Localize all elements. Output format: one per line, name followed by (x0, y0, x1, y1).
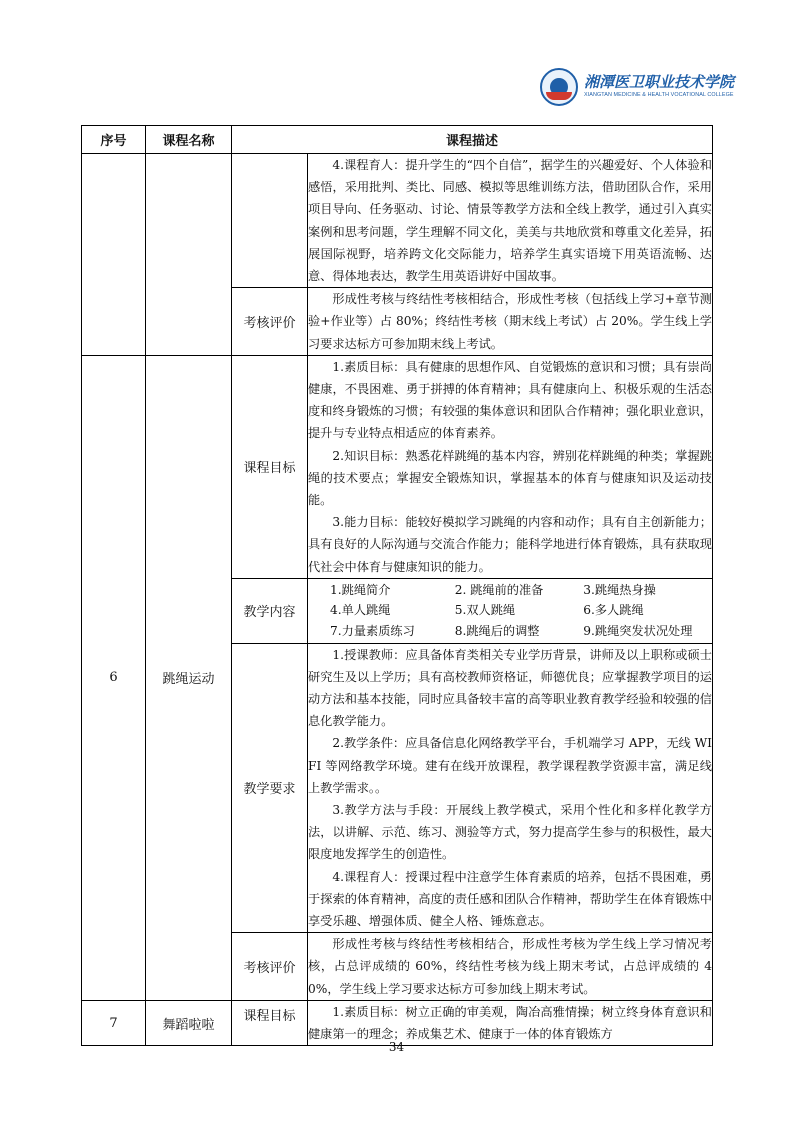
content-item: 4.单人跳绳 (330, 603, 391, 618)
content-item: 2. 跳绳前的准备 (454, 582, 544, 597)
course-no-cell: 7 (82, 1000, 146, 1045)
header-desc: 课程描述 (232, 126, 713, 154)
content-item: 1.跳绳简介 (330, 582, 391, 597)
paragraph: 1.素质目标：树立正确的审美观，陶冶高雅情操；树立终身体育意识和健康第一的理念；养成集艺术、健康于一体的体育锻炼方 (308, 1004, 712, 1042)
paragraph: 4.课程育人：授课过程中注意学生体育素质的培养，包括不畏困难，勇于探索的体育精神，高度的责任感和团队合作精神，帮助学生在体育锻炼中享受乐趣、增强体质、健全人格、锤炼意志。 (308, 869, 712, 929)
table-row (82, 154, 713, 288)
course-name-cell (146, 154, 232, 356)
section-desc-goals (308, 1000, 713, 1045)
college-name: 湘潭医卫职业技术学院 (584, 73, 735, 91)
section-label-content: 教学内容 (232, 578, 308, 643)
section-label-assess: 考核评价 (232, 288, 308, 356)
section-desc-assess (308, 933, 713, 1001)
header-name: 课程名称 (146, 126, 232, 154)
college-name-en: XIANGTAN MEDICINE & HEALTH VOCATIONAL COLLEGE (584, 92, 734, 98)
content-item: 6.多人跳绳 (583, 603, 644, 618)
paragraph: 2.教学条件：应具备信息化网络教学平台，手机端学习 APP，无线 WIFI 等网络教学环境。建有在线开放课程，教学课程教学资源丰富，满足线上教学需求。。 (308, 736, 712, 795)
course-no-cell: 6 (82, 355, 146, 1000)
paragraph: 3.教学方法与手段：开展线上教学模式，采用个性化和多样化教学方法，以讲解、示范、练习、测验等方式，努力提高学生参与的积极性，最大限度地发挥学生的创造性。 (308, 803, 712, 862)
content-item: 7.力量素质练习 (330, 624, 415, 639)
paragraph: 形成性考核与终结性考核相结合，形成性考核（包括线上学习+章节测验+作业等）占 80%；终结性考核（期末线上考试）占 20%。学生线上学习要求达标方可参加期末线上考试。 (308, 292, 712, 351)
content-grid (308, 579, 712, 643)
page-number: 34 (388, 1040, 405, 1054)
section-label-goals: 课程目标 (232, 355, 308, 578)
section-desc-content (308, 578, 713, 643)
emblem-ribbon (546, 92, 572, 100)
section-label-cell (232, 154, 308, 288)
section-desc-goals (308, 355, 713, 578)
course-no-cell (82, 154, 146, 356)
section-label-req: 教学要求 (232, 643, 308, 933)
table-row (82, 355, 713, 578)
paragraph: 1.授课教师：应具备体育类相关专业学历背景，讲师及以上职称或硕士研究生及以上学历；具有高校教师资格证，师德优良；应掌握教学项目的运动方法和基本技能，同时应具备较丰富的高等职业教育教学经验和较强的信息化教学能力。 (308, 647, 712, 729)
paragraph: 2.知识目标：熟悉花样跳绳的基本内容，辨别花样跳绳的种类；掌握跳绳的技术要点；掌握安全锻炼知识，掌握基本的体育与健康知识及运动技能。 (308, 448, 712, 508)
paragraph: 4.课程育人：提升学生的“四个自信”，据学生的兴趣爱好、个人体验和感悟，采用批判、类比、同感、模拟等思维训练方法，借助团队合作，采用项目导向、任务驱动、讨论、情景等教学方法和全线上教学，通过引入真实案例和思考问题，学生理解不同文化，美美与共地欣赏和尊重文化差异，拓展国际视野，培养跨文化交际能力，培养学生真实语境下用英语流畅、达意、得体地表达，教学生用英语讲好中国故事。 (308, 158, 712, 284)
section-desc-req (308, 643, 713, 933)
course-name-cell: 跳绳运动 (146, 355, 232, 1000)
section-desc-assess (308, 288, 713, 356)
college-logo (540, 68, 735, 108)
paragraph: 形成性考核与终结性考核相结合，形成性考核为学生线上学习情况考核，占总评成绩的 60%，终结性考核为线上期末考试，占总评成绩的 40%，学生线上学习要求达标方可参加线上期末考试。 (308, 937, 712, 996)
section-label-goals: 课程目标 (232, 1000, 308, 1045)
course-name-cell: 舞蹈啦啦 (146, 1000, 232, 1045)
header-no: 序号 (82, 126, 146, 154)
section-label-assess: 考核评价 (232, 933, 308, 1001)
content-item: 3.跳绳热身操 (583, 582, 656, 597)
table-header-row (82, 126, 713, 154)
college-emblem (540, 68, 578, 106)
table-row (82, 1000, 713, 1045)
paragraph: 1.素质目标：具有健康的思想作风、自觉锻炼的意识和习惯；具有崇尚健康，不畏困难、勇于拼搏的体育精神；具有健康向上、积极乐观的生活态度和终身锻炼的习惯；有较强的集体意识和团队合作精神；强化职业意识，提升与专业特点相适应的体育素养。 (308, 359, 712, 441)
paragraph: 3.能力目标：能较好模拟学习跳绳的内容和动作；具有自主创新能力；具有良好的人际沟通与交流合作能力；能科学地进行体育锻炼，具有获取现代社会中体育与健康知识的能力。 (308, 515, 712, 574)
content-item: 5.双人跳绳 (454, 603, 516, 618)
content-item: 9.跳绳突发状况处理 (583, 624, 693, 639)
content-item: 8.跳绳后的调整 (454, 624, 540, 639)
course-table (81, 125, 713, 1046)
section-desc-cell (308, 154, 713, 288)
